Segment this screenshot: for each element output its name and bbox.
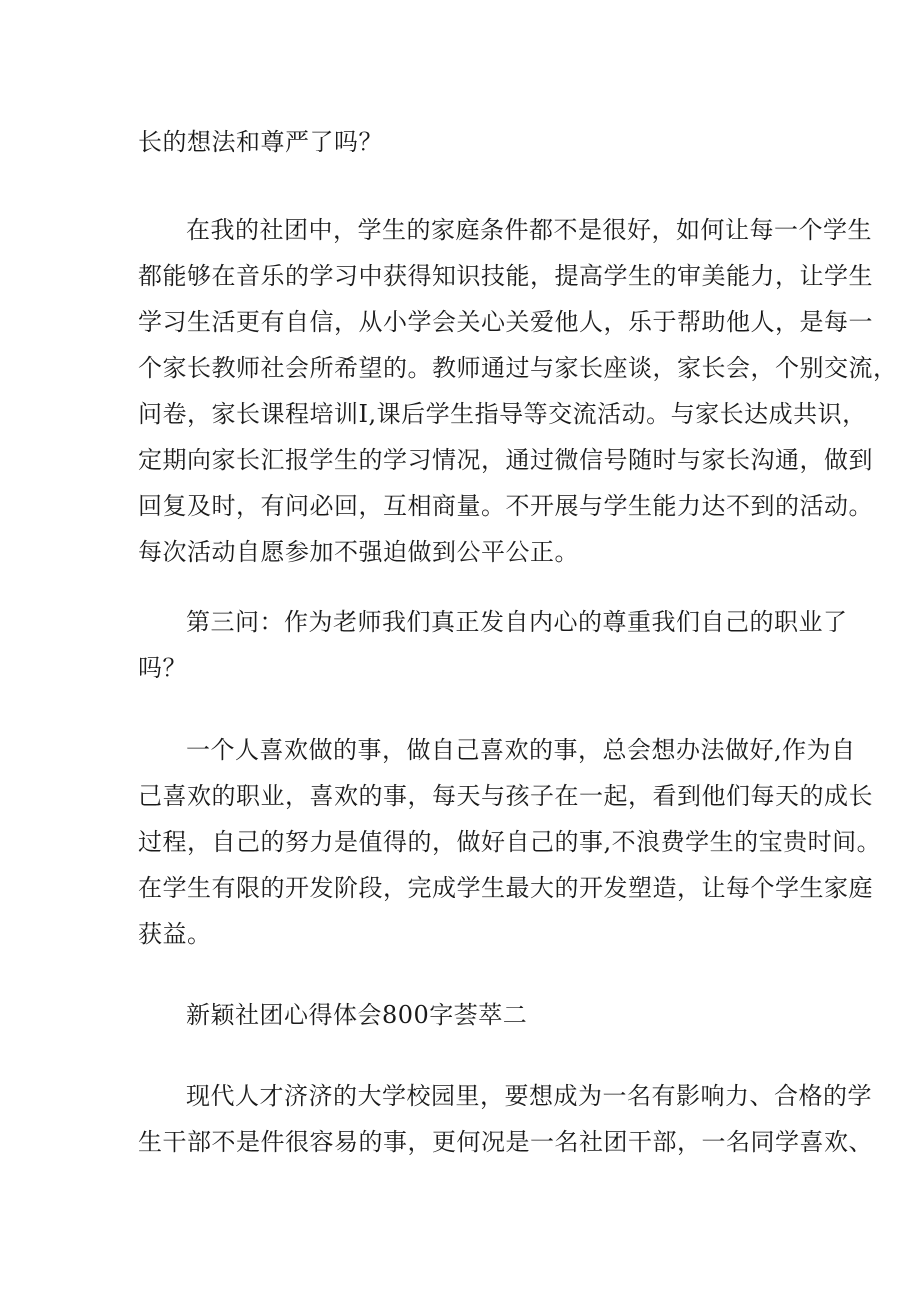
section-heading: 新颖社团心得体会800字荟萃二 xyxy=(186,1001,528,1029)
paragraph-line: 每次活动自愿参加不强迫做到公平公正。 xyxy=(138,538,579,566)
paragraph-line: 问卷，家长课程培训I,课后学生指导等交流活动。与家长达成共识， xyxy=(138,400,867,428)
paragraph-line: 获益。 xyxy=(138,920,212,948)
paragraph-line: 一个人喜欢做的事，做自己喜欢的事，总会想办法做好,作为自 xyxy=(186,736,856,764)
paragraph-line: 过程，自己的努力是值得的，做好自己的事,不浪费学生的宝贵时间。 xyxy=(138,828,882,856)
paragraph-line: 学习生活更有自信，从小学会关心关爱他人，乐于帮助他人，是每一 xyxy=(138,308,873,336)
section-question-line: 吗？ xyxy=(138,654,187,682)
paragraph-line: 在我的社团中，学生的家庭条件都不是很好，如何让每一个学生 xyxy=(186,216,872,244)
paragraph-line: 都能够在音乐的学习中获得知识技能，提高学生的审美能力，让学生 xyxy=(138,262,873,290)
paragraph-line: 定期向家长汇报学生的学习情况，通过微信号随时与家长沟通，做到 xyxy=(138,446,873,474)
paragraph-line: 长的想法和尊严了吗？ xyxy=(138,128,383,156)
section-question-line: 第三问：作为老师我们真正发自内心的尊重我们自己的职业了 xyxy=(186,608,848,636)
paragraph-line: 己喜欢的职业，喜欢的事，每天与孩子在一起，看到他们每天的成长 xyxy=(138,782,873,810)
paragraph-line: 个家长教师社会所希望的。教师通过与家长座谈，家长会，个别交流， xyxy=(138,354,898,382)
paragraph-line: 回复及时，有问必回，互相商量。不开展与学生能力达不到的活动。 xyxy=(138,492,873,520)
paragraph-line: 现代人才济济的大学校园里，要想成为一名有影响力、合格的学 xyxy=(186,1082,872,1110)
paragraph-line: 在学生有限的开发阶段，完成学生最大的开发塑造，让每个学生家庭 xyxy=(138,874,873,902)
paragraph-line: 生干部不是件很容易的事，更何况是一名社团干部，一名同学喜欢、 xyxy=(138,1128,873,1156)
